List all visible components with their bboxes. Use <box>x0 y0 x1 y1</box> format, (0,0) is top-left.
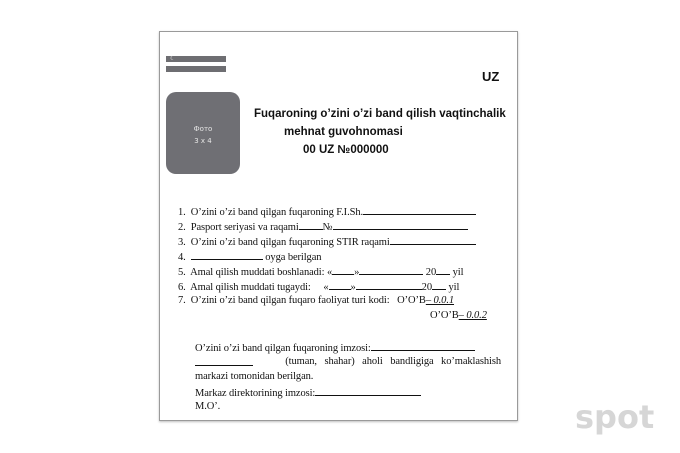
issued-by-line-2: markazi tomonidan berilgan. <box>195 371 314 382</box>
stamp-place: M.O’. <box>195 401 221 412</box>
photo-label: Фото <box>193 125 213 133</box>
issued-by-line: (tuman, shahar) aholi bandligiga ko’maklashish <box>195 356 501 367</box>
director-signature: Markaz direktorining imzosi: <box>195 386 421 399</box>
field-fish: 1. O’zini o’zi band qilgan fuqaroning F.I.Sh. <box>178 205 476 218</box>
field-start-date: 5. Amal qilish muddati boshlanadi: « » 20 yil <box>178 267 464 278</box>
document-subtitle: mehnat guvohnomasi <box>284 126 403 138</box>
photo-placeholder <box>166 92 240 174</box>
end-year-blank[interactable] <box>432 280 446 290</box>
fish-blank[interactable] <box>363 205 476 215</box>
watermark-logo: spot <box>575 398 655 436</box>
header-stripe <box>166 56 226 62</box>
field-end-date: 6. Amal qilish muddati tugaydi: « » 20 yil <box>178 282 460 293</box>
activity-code-1: – 0.0.1 <box>425 295 455 306</box>
field-months: 4. oyga berilgan <box>178 252 322 263</box>
start-day-blank[interactable] <box>332 265 354 275</box>
start-year-blank[interactable] <box>436 265 450 275</box>
passport-series-blank[interactable] <box>299 220 323 230</box>
field-stir: 3. O’zini o’zi band qilgan fuqaroning STIR raqami <box>178 235 476 248</box>
header-stripe <box>166 66 226 72</box>
document-number: 00 UZ №000000 <box>303 144 389 156</box>
start-month-blank[interactable] <box>359 265 423 275</box>
field-passport: 2. Pasport seriyasi va raqami № <box>178 220 468 233</box>
photo-size: 3 x 4 <box>194 137 212 145</box>
district-blank[interactable] <box>195 356 253 366</box>
country-code: UZ <box>482 69 500 84</box>
citizen-signature-blank[interactable] <box>371 341 475 351</box>
crescent-icon: ☾ <box>170 55 176 62</box>
end-day-blank[interactable] <box>329 280 351 290</box>
end-month-blank[interactable] <box>356 280 422 290</box>
passport-number-blank[interactable] <box>333 220 468 230</box>
director-signature-blank[interactable] <box>315 386 421 396</box>
document-title: Fuqaroning o’zini o’zi band qilish vaqtinchalik <box>254 108 506 120</box>
months-blank[interactable] <box>191 250 263 260</box>
field-activity-code: 7. O’zini o’zi band qilgan fuqaro faoliyat turi kodi: O’O’B– 0.0.1 <box>178 295 455 306</box>
stir-blank[interactable] <box>390 235 476 245</box>
citizen-signature: O’zini o’zi band qilgan fuqaroning imzosi: <box>195 341 475 354</box>
activity-code-2: – 0.0.2 <box>458 310 487 321</box>
field-activity-code-2: O’O’B– 0.0.2 <box>430 310 487 321</box>
